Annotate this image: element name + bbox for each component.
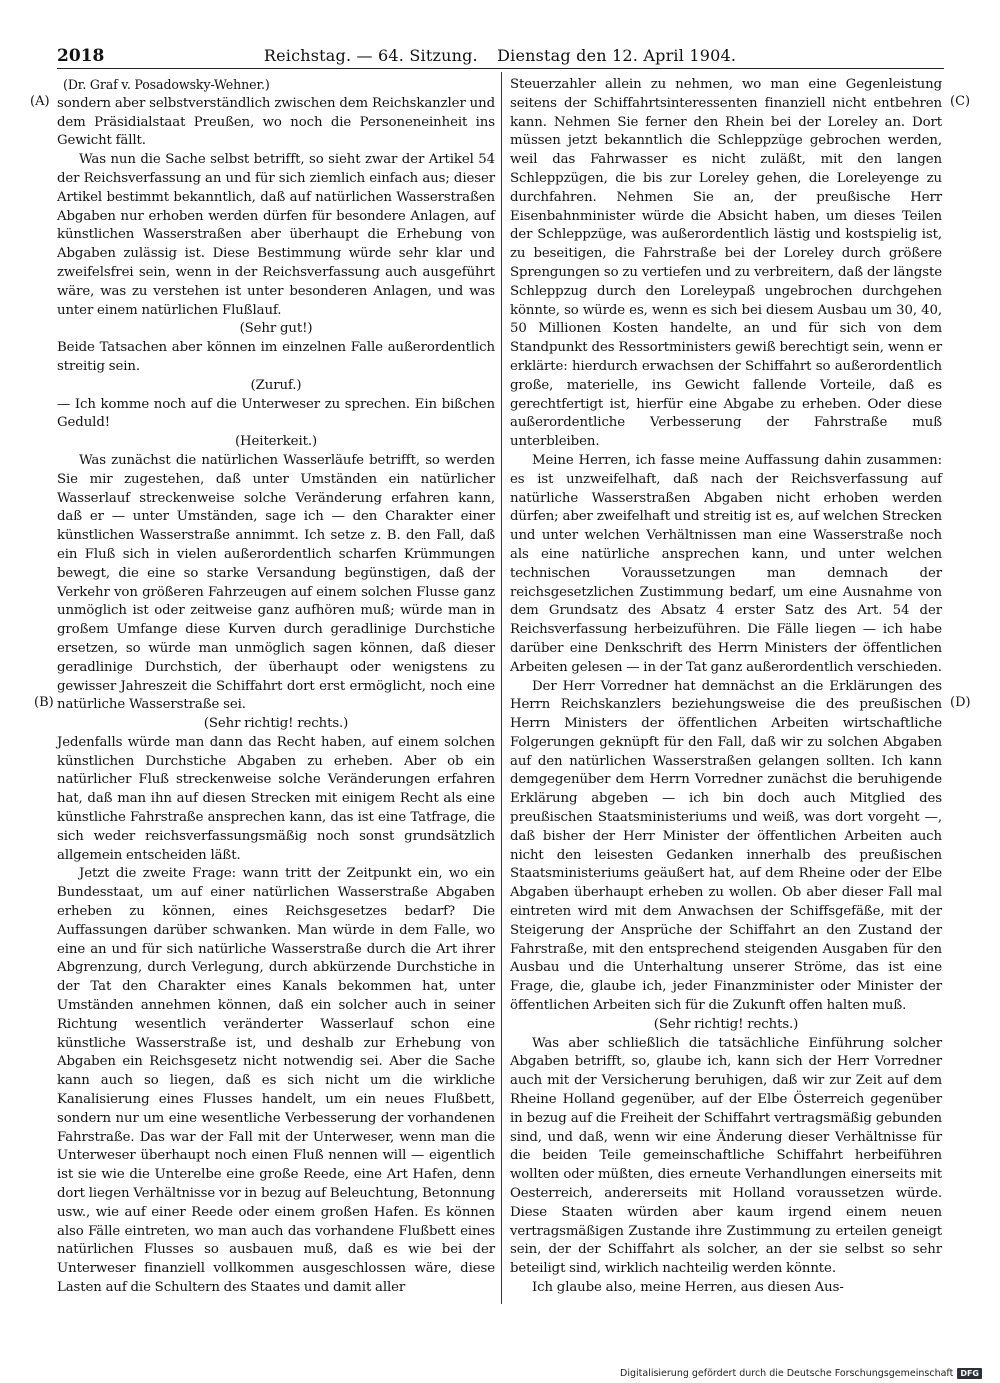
dfg-logo-icon: DFG — [957, 1368, 982, 1379]
paragraph: Der Herr Vorredner hat demnächst an die Erklärungen des Herrn Reichskanzlers beziehungsweise die des preußischen Herrn Ministers der öffentlichen Arbeiten wirtschaftliche Folgerungen geknüpft für den Fall, daß wir zu solchen Abgaben auf den natürlichen Wasserstraßen gelangen sollten. Ich kann demgegenüber dem Herrn Vorredner zunächst die beruhigende Erklärung abgeben — ich bin doch auch Mitglied des preußischen Staatsministeriums und weiß, was dort vorgeht —, daß bisher der Herr Minister der öffentlichen Arbeiten auch nicht den leisesten Gedanken innerhalb des preußischen Staatsministeriums geäußert hat, auf dem Rheine oder der Elbe Abgaben überhaupt erheben zu wollen. Ob aber dieser Fall mal eintreten wird mit dem Anwachsen der Schiffsgefäße, mit der Steigerung der Ansprüche der Schiffahrt an den Zustand der Fahrstraße, mit den entsprechend steigenden Ausgaben für den Ausbau und die Unterhaltung unserer Ströme, das ist eine Frage, die, glaube ich, jeder Finanzminister oder Minister der öffentlichen Arbeiten sich für die Zukunft offen halten muß. — [510, 678, 942, 1014]
paragraph: — Ich komme noch auf die Unterweser zu sprechen. Ein bißchen Geduld! — [57, 396, 495, 431]
interjection: (Sehr richtig! rechts.) — [203, 716, 349, 732]
paragraph: Was zunächst die natürlichen Wasserläufe betrifft, so werden Sie mir zugestehen, daß unter Umständen ein natürlicher Wasserlauf streckenweise solche Veränderung erfahren kann, daß er — unter Umständen, sage ich — den Charakter einer künstlichen Wasserstraße annimmt. Ich setze z. B. den Fall, daß ein Fluß sich in vielen außerordentlich scharfen Krümmungen bewegt, die eine so starke Versandung begünstigen, daß der Verkehr von größeren Fahrzeugen auf einem solchen Flusse ganz unmöglich ist oder zeitweise ganz aufhören muß; würde man in großem Umfange diese Kurven durch geradlinige Durchstiche ersetzen, so würde man unmöglich sagen können, daß dieser geradlinige Durchstich, der überhaupt oder wenigstens zu gewisser Jahreszeit die Schiffahrt dort erst ermöglicht, noch eine natürliche Wasserstraße sei. — [57, 452, 495, 713]
header-rule — [57, 68, 944, 69]
speaker-attribution: (Dr. Graf v. Posadowsky-Wehner.) — [63, 77, 270, 92]
funding-note: Digitalisierung gefördert durch die Deutsche Forschungsgemeinschaft — [620, 1368, 954, 1379]
left-column — [57, 76, 495, 1298]
margin-letter-a: (A) — [30, 94, 50, 109]
paragraph: Jetzt die zweite Frage: wann tritt der Zeitpunkt ein, wo ein Bundesstaat, um auf einer natürlichen Wasserstraße Abgaben erheben zu können, eines Reichsgesetzes bedarf? Die Auffassungen darüber schwanken. Man würde in dem Falle, wo eine an und für sich natürliche Wasserstraße durch die Art ihrer Abgrenzung, durch Verlegung, durch abkürzende Durchstiche in der Tat den Charakter eines Kanals bekommen hat, unter Umständen annehmen können, daß ein solcher auch in seiner Richtung wesentlich veränderter Wasserlauf schon eine künstliche Wasserstraße ist, und deshalb zur Erhebung von Abgaben ein Reichsgesetz nicht notwendig sei. Aber die Sache kann auch so liegen, daß es sich nicht um die wirkliche Kanalisierung eines Flusses handelt, um ein neues Flußbett, sondern nur um eine wesentliche Verbesserung der vorhandenen Fahrstraße. Das war der Fall mit der Unterweser, wenn man die Unterweser überhaupt noch einen Fluß nennen will — eigentlich ist sie wie die Unterelbe eine große Reede, eine Art Hafen, denn dort liegen Verhältnisse vor in bezug auf Beleuchtung, Betonnung usw., wie auf einer Reede oder einem großen Hafen. Es können also Fälle eintreten, wo man auch das vorhandene Flußbett eines natürlichen Flusses so ausbauen muß, daß es wie bei der Unterweser finanziell vollkommen ausgeschlossen wäre, diese Lasten auf die Schultern des Staates und damit aller — [57, 866, 495, 1295]
running-head — [0, 46, 1000, 65]
right-column — [510, 76, 942, 1298]
paragraph: Was aber schließlich die tatsächliche Einführung solcher Abgaben betrifft, so, glaube ich, kann sich der Herr Vorredner auch mit der Versicherung beruhigen, daß wir zur Zeit auf dem Rheine Holland gegenüber, auf der Elbe Österreich gegenüber in bezug auf die Freiheit der Schiffahrt vertragsmäßig gebunden sind, und daß, wenn wir eine Änderung dieser Verhältnisse für die beiden Teile gemeinschaftliche Schiffahrt herbeiführen wollten oder müßten, dies erneute Verhandlungen einerseits mit Oesterreich, andererseits mit Holland voraussetzen würde. Diese Staaten würden aber kaum irgend einem neuen vertragsmäßigen Zustande ihre Zustimmung zu erteilen geneigt sein, der der Schiffahrt als solcher, an der sie selbst so sehr beteiligt sind, wirklich nachteilig werden könnte. — [510, 1035, 942, 1277]
digitization-footer — [620, 1368, 982, 1379]
margin-letter-d: (D) — [950, 695, 971, 710]
paragraph: Ich glaube also, meine Herren, aus diesen Aus- — [532, 1280, 844, 1295]
page-number: 2018 — [57, 46, 105, 66]
paragraph: Steuerzahler allein zu nehmen, wo man eine Gegenleistung seitens der Schiffahrtsinteressenten finanziell nicht entbehren kann. Nehmen Sie ferner den Rhein bei der Loreley an. Dort müssen jetzt bekanntlich die Schleppzüge gebrochen werden, weil das Fahrwasser es nicht zuläßt, mit den langen Schleppzügen, die bis zur Loreley gehen, die Loreleyenge zu durchfahren. Nehmen Sie an, der preußische Herr Eisenbahnminister würde die Absicht haben, um dieses Teilen der Schleppzüge, was außerordentlich lästig und kostspielig ist, zu beseitigen, die Fahrstraße bei der Loreley durch größere Sprengungen so zu vertiefen und zu verbreitern, daß der längste Schleppzug durch den Loreleypaß ungebrochen durchgehen könnte, so würde es, wenn es sich bei diesem Ausbau um 30, 40, 50 Millionen Kosten handelte, an und für sich von dem Standpunkt des Ressortministers gewiß berechtigt sein, wenn er erklärte: hierdurch erwachsen der Schiffahrt so außerordentlich große, materielle, ins Gewicht fallende Vorteile, daß es gerechtfertigt ist, hierfür eine Abgabe zu erheben. Oder diese außerordentliche Verbesserung der Fahrstraße muß unterbleiben. — [510, 77, 942, 450]
session-title: Reichstag. — 64. Sitzung. — [263, 46, 478, 65]
margin-letter-c: (C) — [950, 94, 971, 109]
interjection: (Zuruf.) — [250, 377, 302, 393]
paragraph: sondern aber selbstverständlich zwischen dem Reichskanzler und dem Präsidialstaat Preußen, wo noch die Personeneinheit ins Gewicht fällt. — [57, 95, 495, 149]
interjection: (Heiterkeit.) — [234, 434, 318, 450]
paragraph: Meine Herren, ich fasse meine Auffassung dahin zusammen: es ist unzweifelhaft, daß nach der Reichsverfassung auf natürliche Wasserstraßen Abgaben nicht erhoben werden dürfen; aber zweifelhaft und streitig ist es, auf welchen Strecken und unter welchen Verhältnissen man eine Wasserstraße noch als eine natürliche ansprechen kann, und unter welchen technischen Voraussetzungen man demnach der reichsgesetzlichen Zustimmung bedarf, um eine Ausnahme von dem Grundsatz des Absatz 4 erster Satz des Art. 54 der Reichsverfassung herbeizuführen. Die Fälle liegen — ich habe darüber eine Denkschrift des Herrn Ministers der öffentlichen Arbeiten gelesen — in der Tat ganz außerordentlich verschieden. — [510, 452, 942, 675]
column-divider — [501, 72, 502, 1304]
paragraph: Was nun die Sache selbst betrifft, so sieht zwar der Artikel 54 der Reichsverfassung an und für sich ziemlich einfach aus; dieser Artikel bestimmt bekanntlich, daß auf natürlichen Wasserstraßen Abgaben nur erhoben werden dürfen für besondere Anlagen, auf künstlichen Wasserstraßen aber überhaupt die Erhebung von Abgaben zulässig ist. Diese Bestimmung würde sehr klar und zweifelsfrei sein, wenn in der Reichsverfassung auch ausgeführt wäre, was zu verstehen ist unter besonderen Anlagen, und was unter einem natürlichen Flußlauf. — [57, 152, 495, 318]
interjection: (Sehr richtig! rechts.) — [653, 1016, 799, 1032]
session-date: Dienstag den 12. April 1904. — [497, 46, 737, 65]
margin-letter-b: (B) — [34, 695, 54, 710]
paragraph: Jedenfalls würde man dann das Recht haben, auf einem solchen künstlichen Durchstiche Abgaben zu erheben. Aber ob ein natürlicher Fluß streckenweise solche Veränderungen erfahren hat, daß man ihn auf diesen Strecken mit einigem Recht als eine künstliche Fahrstraße ansprechen kann, das ist eine Tatfrage, die sich weder reichsverfassungsmäßig noch sonst grundsätzlich allgemein entscheiden läßt. — [57, 734, 495, 863]
interjection: (Sehr gut!) — [239, 321, 313, 337]
paragraph: Beide Tatsachen aber können im einzelnen Falle außerordentlich streitig sein. — [57, 340, 495, 374]
